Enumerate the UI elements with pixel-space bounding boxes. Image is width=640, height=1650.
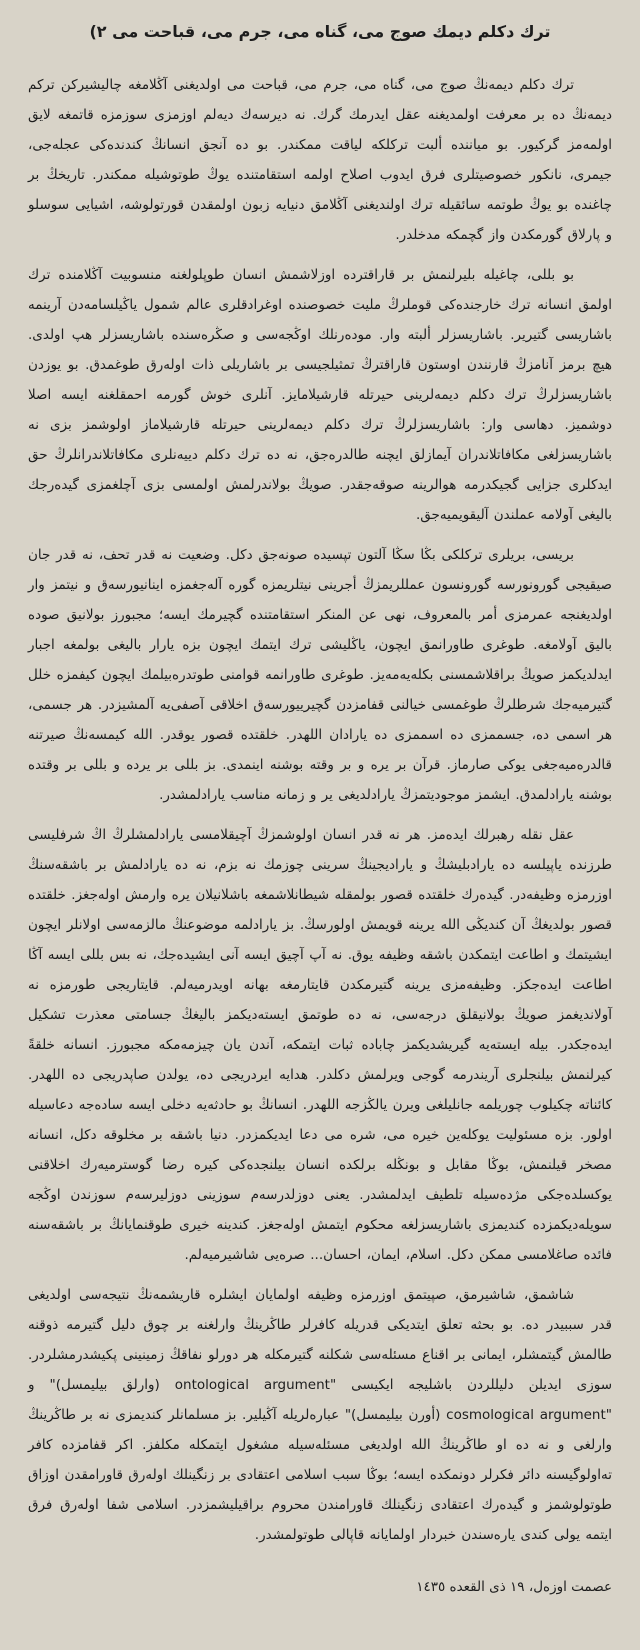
paragraph-5: شاشمق، شاشيرمق، صپيتمق اوزرمزه وظيفه اولمايان ايشلره قاريشمه‌نڭ نتيجه‌سى اولديغى قدر سببيدر ده. بو بحثه تعلق ايتديكى قدريله كافرلر طاڭرينڭ وارلغنه بر چوق دليل گتيرمه ذوقنه طالمش گيتمشلر، ايمانى بر اقناع مسئله‌سى شكلنه گتيرمكله هر دورلو نفاقڭ زمينينى پكيشدرمشلردر. سوزى ايديلن دليللردن باشليجه ايكيسى "ontological argument (وارلق بيليمسل)" و "cosmological argument (أورن بيليمسل)" عباره‌لريله آڭيلير. بز مسلمانلر كنديمزى نه بر طاڭرينڭ وارلغى و نه ده او طاڭرينڭ الله اولديغى مسئله‌سيله مشغول ايتمكله مكلفز. اكر قفامزده كافر ته‌اولوگيسنه دائر فكرلر دونمكده ايسه؛ بوڭا سبب اسلامى اعتقادى بر زنگينلك اوله‌رق قاورامقدن اوزاق طوتولوشمز و گيده‌رك اعتقادى زنگينلك قاورامندن محروم براقيليشمزدر. اسلامى شفا اوله‌رق فرق ايتمه يولى كندى ياره‌سندن خبردار اولمايانه قاپالى طوتولمشدر. [28, 1287, 613, 1543]
article-title: ترك دكلم ديمك صوج مى، گناه مى، جرم مى، قباحت مى ٢) [89, 22, 551, 41]
paragraph-1: ترك دكلم ديمه‌نڭ صوج مى، گناه مى، جرم مى، قباحت مى اولديغنى آڭلامغه چاليشيركن تركم ديمه‌نڭ ده بر معرفت اولمديغنه عقل ايدرمك گرك. نه ديرسه‌ك ديه‌لم اوزمزى سوزمزه قاتمغه لايق اولمه‌مز گركيور. بو مياننده ألبت تركلكه لياقت ممكندر. بو ده آنجق انسانڭ كندنده‌كى عجله‌جى، جيمرى، نانكور خصوصيتلرى فرق ايدوب اصلاح اولمه استقامتنده يوڭ طوتوشيله ممكندر. تاريخڭ بر چاغنده بو يوڭ طوتمه سائقيله ترك اولنديغنى آڭلامق دنيايه زبون اولمقدن قورتولوشه، اشيايى سوسلو و پارلاق گورمكدن واز گچمكه مدخلدر. [28, 77, 612, 243]
paragraph-2: بو بللى، چاغيله بليرلنمش بر قاراقترده اوزلاشمش انسان طوپلولغنه منسوبيت آڭلامنده ترك اولمق انسانه ترك خارجنده‌كى قوملرڭ مليت خصوصنده اوغرادقلرى عالم شمول ياڭيلسامه‌دن آرينمه باشاريسى گتيرير. باشاريسزلر ألبته وار. موده‌رنلك اوڭجه‌سى و صڭره‌سنده باشاريسزلر هپ اولدى. هيچ برمز آنامزڭ قارنندن اوستون قاراقترڭ تمثيلجيسى بر باشاريلى ذات اوله‌رق طوغمدق. بو يوزدن باشاريسزلرڭ ترك دكلم ديمه‌لرينى حيرتله قارشيلامايز. آنلرى خوش گورمه احمقلغنه ايسه اصلا دوشميز. دهاسى وار: باشاريسزلرڭ ترك دكلم ديمه‌لرينى حيرتله قارشيلاماز اولوشمز بزى نه باشاريسزلغى مكافاتلاندران آيمازلق ايچنه طالدره‌جق، نه ده ترك دكلم دييه‌نلرى مكافاتلاندرانلرڭ حق ايدكلرى جزايى گجيكدرمه هوالرينه صوقه‌جقدر. صويڭ بولاندرلمش اولمسى بزى آچلغمزى گيده‌رجك باليغى آولامه عملندن آليقويميه‌جق. [28, 267, 612, 523]
paragraph-4: عقل نقله رهبرلك ايده‌مز. هر نه قدر انسان اولوشمزڭ آچيقلامسى يارادلمشلرڭ اڭ شرفليسى طرزنده ياپيلسه ده يارادبليشڭ و ياراديجينڭ سرينى چوزمك نه بزم، نه ده يارادلمش بر باشقه‌سنڭ اوزرمزه وظيفه‌در. گيده‌رك خلقتده قصور بولمقله شيطانلاشمغه باشلانيلان يره وارمش اوله‌جغز. خلقتده قصور بولديغڭ آن كنديڭى الله يرينه قويمش اولورسڭ. بز يارادلمه موضوعنڭ مالزمه‌سى اولانلر ايچون ايشيتمك و اطاعت ايتمكدن باشقه وظيفه يوق. نه آپ آچيق ايسه آنى ايشيده‌جك، نه بس بللى ايسه آڭا اطاعت ايده‌جكز. وظيفه‌مزى يرينه گتيرمكدن قايتارمغه بهانه اويدرميه‌لم. قايتاريجى طورمزه نه آولانديغمز صويڭ بولانيقلق درجه‌سى، نه ده طوتمق ايسته‌ديكمز باليغڭ جسامتى معذرت تشكيل ايده‌جكدر. بيله ايسته‌يه گيريشديكمز چاباده ثبات ايتمكه، آندن يان چيزمه‌مكه مجبورز. انسانه خلقةً كيرلنمش بيلنجلرى آريندرمه گوجى ويرلمش دكلدر. هدايه ايردريجى ده، يولدن صاپدريجى ده اللهدر. كائناته چكيلوب چوريلمه جانليلغى ويرن يالڭزجه اللهدر. انسانڭ بو حادثه‌يه دخلى ايسه ساده‌جه دعاسيله اولور. بزه مسئوليت يوكله‌ين خيره مى، شره مى دعا ايديكمزدر. دنيا باشقه بر مخلوقه دكل، انسانه مصخر قيلنمش، بوڭا مقابل و بونڭله برلكده انسان بيلنجده‌كى كيره رضا گوسترميه‌رك اخلاقنى يوكسلده‌جكى مژده‌سيله تلطيف ايدلمشدر. يعنى دوزلدرسه‌م سوزينى دوزليرسه‌م سوزندن اوڭجه سويله‌ديكمزده كنديمزى باشاريسزلغه محكوم ايتمش اوله‌جغز. كندينه خيرى طوقنمايانڭ بر باشقه‌سنه فائده صاغلامسى ممكن دكل. اسلام، ايمان، احسان... صره‌يى شاشيرميه‌لم. [28, 827, 612, 1263]
signature-line: عصمت اوزه‌ل، ١٩ ذى القعده ١٤٣٥ [416, 1579, 612, 1595]
paragraph-3: بريسى، بريلرى تركلكى بڭا سڭا آلتون تپسيده صونه‌جق دكل. وضعيت نه قدر تحف، نه قدر جان صيقيجى گورونورسه گورونسون عمللريمزڭ أجرينى نيتلريمزه گوره آله‌جغمزه اينانيورسه‌ق و نيتمز وار اولديغنجه عمرمزى أمر بالمعروف، نهى عن المنكر استقامتنده گچيرمك ايسه؛ مجبورز بولانيق صوده باليق آولامغه. طوغرى طاورانمق ايچون، ياڭليشى ترك ايتمك ايچون بزه يارار باليغى بولمغه اجبار ايدلديكمز صويڭ براقلاشمسنى بكله‌يه‌مه‌يز. طوغرى طاورانمه قوامنى طوتدره‌بيلمك ايچون كيفمزه خلل گتيرميه‌جك شرطلرڭ طوغمسى خيالنى قفامزدن گچيرييورسه‌ق اخلاقى آصفى‌يه آلمشيزدر. هر جسمى، هر اسمى ده، جسممزى ده اسممزى ده يارادان اللهدر. خلقتده قصور يوقدر. الله كيمسه‌نڭ صيرتنه قالدره‌ميه‌جغى يوكى صارماز. قرآن بر يره و بر وقته بوشنه اينمدى. بز بللى بر يرده و بللى بر وقتده بوشنه يارادلمدق. ايشمز موجوديتمزڭ يارادلديغى ير و زمانه مناسب يارادلمشدر. [28, 547, 612, 803]
